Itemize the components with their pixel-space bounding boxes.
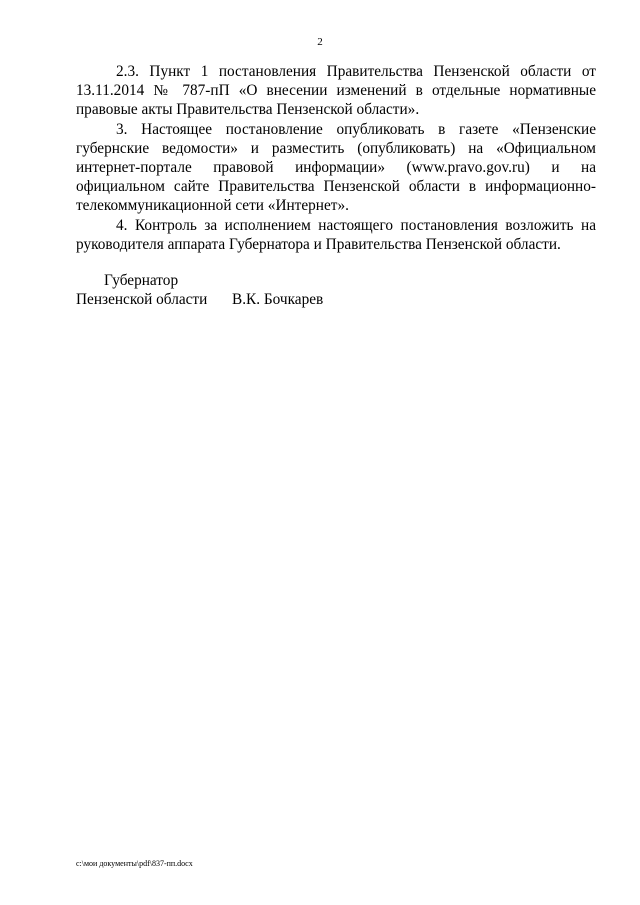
page-number: 2 <box>317 36 323 48</box>
document-body <box>76 62 596 254</box>
signature-region: Пензенской области <box>76 291 208 308</box>
paragraph-2-3: 2.3. Пункт 1 постановления Правительства Пензенской области от 13.11.2014 № 787-пП «О внесении изменений в отдельные нормативные правовые акты Правительства Пензенской области». <box>76 63 596 119</box>
footer-file-path: c:\мои документы\pdf\837-пп.docx <box>76 859 193 868</box>
signature-position: Губернатор <box>104 272 179 289</box>
paragraph-4: 4. Контроль за исполнением настоящего постановления возложить на руководителя аппарата Губернатора и Правительства Пензенской области. <box>76 216 596 253</box>
signature-name: В.К. Бочкарев <box>232 291 324 308</box>
paragraph-3: 3. Настоящее постановление опубликовать в газете «Пензенские губернские ведомости» и разместить (опубликовать) на «Официальном интернет-портале правовой информации» (www.pravo.gov.ru) и на официальном сайте Правительства Пензенской области в информационно-телекоммуникационной сети «Интернет». <box>76 120 596 215</box>
signature-block <box>76 290 323 309</box>
